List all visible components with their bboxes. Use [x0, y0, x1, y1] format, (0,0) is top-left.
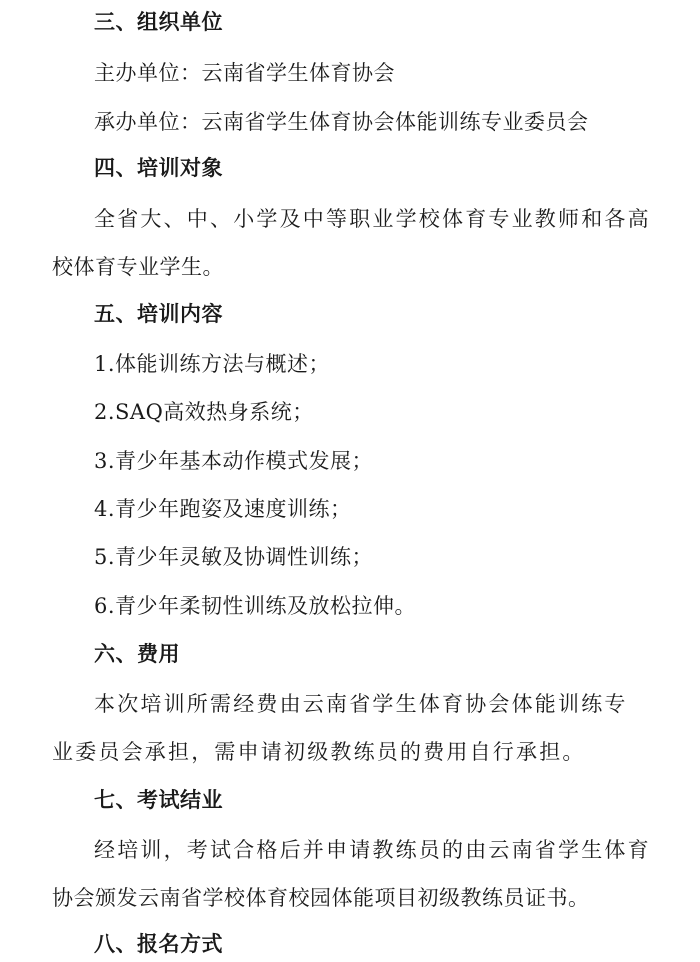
section-heading-exam: 七、考试结业 [94, 788, 223, 812]
content-item-6: 6.青少年柔韧性训练及放松拉伸。 [94, 594, 417, 618]
content-item-1: 1.体能训练方法与概述； [94, 352, 331, 376]
target-paragraph-line-2: 校体育专业学生。 [52, 255, 224, 279]
content-item-4: 4.青少年跑姿及速度训练； [94, 497, 352, 521]
exam-paragraph-line-1: 经培训，考试合格后并申请教练员的由云南省学生体育 [94, 838, 651, 862]
target-paragraph-line-1: 全省大、中、小学及中等职业学校体育专业教师和各高 [94, 207, 651, 231]
section-heading-fee: 六、费用 [94, 642, 180, 666]
section-heading-target: 四、培训对象 [94, 156, 223, 180]
content-item-2: 2.SAQ高效热身系统； [94, 400, 314, 424]
section-heading-organization: 三、组织单位 [94, 10, 223, 34]
content-item-5: 5.青少年灵敏及协调性训练； [94, 545, 374, 569]
exam-paragraph-line-2: 协会颁发云南省学校体育校园体能项目初级教练员证书。 [52, 886, 590, 910]
section-heading-signup: 八、报名方式 [94, 932, 223, 956]
fee-paragraph-line-1: 本次培训所需经费由云南省学生体育协会体能训练专 [94, 692, 628, 716]
host-unit-line: 主办单位：云南省学生体育协会 [94, 61, 395, 85]
fee-paragraph-line-2: 业委员会承担，需申请初级教练员的费用自行承担。 [52, 740, 586, 764]
organizer-unit-line: 承办单位：云南省学生体育协会体能训练专业委员会 [94, 110, 589, 134]
section-heading-content: 五、培训内容 [94, 302, 223, 326]
content-item-3: 3.青少年基本动作模式发展； [94, 449, 374, 473]
